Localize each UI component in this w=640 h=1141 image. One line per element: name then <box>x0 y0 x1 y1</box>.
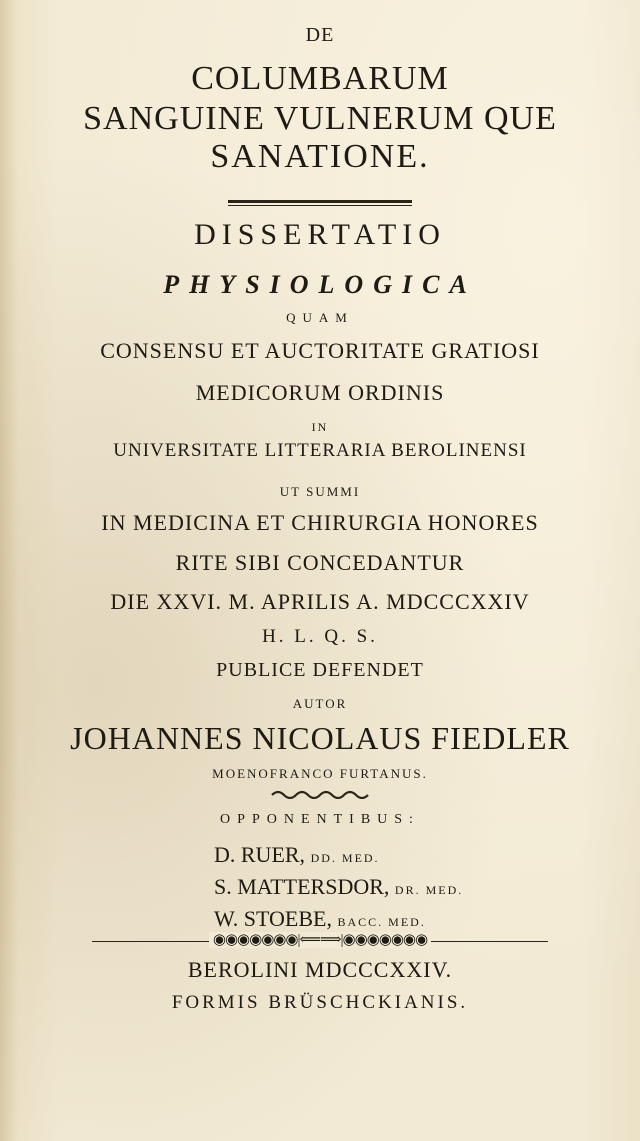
divider-rule <box>228 200 412 203</box>
prefix-de: DE <box>305 24 335 46</box>
wave-ornament-icon <box>270 787 370 799</box>
opponent-2 <box>214 874 463 900</box>
quam-label: QUAM <box>286 310 354 325</box>
title-line-3: SANATIONE. <box>210 138 430 175</box>
ornament-icon: ◉◉◉◉◉◉◉|⟸⟹|◉◉◉◉◉◉◉ <box>209 932 431 948</box>
opponent-3-name: W. STOEBE, <box>214 906 332 931</box>
divider-rule-thin <box>228 205 412 206</box>
opponent-3-title: BACC. MED. <box>337 915 426 929</box>
opponentibus-label: OPPONENTIBUS: <box>220 812 420 827</box>
medicorum-line: MEDICORUM ORDINIS <box>195 380 445 405</box>
place-year: BEROLINI MDCCCXXIV. <box>187 957 453 982</box>
opponent-1-title: DD. MED. <box>310 851 380 865</box>
universitate-line: UNIVERSITATE LITTERARIA BEROLINENSI <box>113 440 527 461</box>
author-origin: MOENOFRANCO FURTANUS. <box>212 766 428 781</box>
opponent-1 <box>214 842 380 868</box>
in-label: IN <box>311 420 329 434</box>
opponent-2-title: DR. MED. <box>394 883 464 897</box>
physiologica-heading: PHYSIOLOGICA <box>163 270 477 299</box>
ornamental-band <box>0 930 640 949</box>
date-line: DIE XXVI. M. APRILIS A. MDCCCXXIV <box>110 589 530 614</box>
title-line-2: SANGUINE VULNERUM QUE <box>83 100 557 137</box>
opponent-3 <box>214 906 426 932</box>
wave-ornament <box>0 786 640 804</box>
opponent-2-name: S. MATTERSDOR, <box>214 874 390 899</box>
ut-summi-label: UT SUMMI <box>279 484 361 499</box>
author-name: JOHANNES NICOLAUS FIEDLER <box>70 720 570 756</box>
printer-line: FORMIS BRÜSCHCKIANIS. <box>171 992 469 1013</box>
autor-label: AUTOR <box>292 696 348 711</box>
publice-line: PUBLICE DEFENDET <box>216 659 424 681</box>
title-line-1: COLUMBARUM <box>191 60 449 97</box>
opponent-1-name: D. RUER, <box>214 842 306 867</box>
hlqs-line: H. L. Q. S. <box>262 626 378 647</box>
in-medicina-line: IN MEDICINA ET CHIRURGIA HONORES <box>101 510 539 535</box>
consensu-line: CONSENSU ET AUCTORITATE GRATIOSI <box>100 338 540 363</box>
rite-line: RITE SIBI CONCEDANTUR <box>175 550 465 575</box>
dissertatio-heading: DISSERTATIO <box>194 218 446 251</box>
